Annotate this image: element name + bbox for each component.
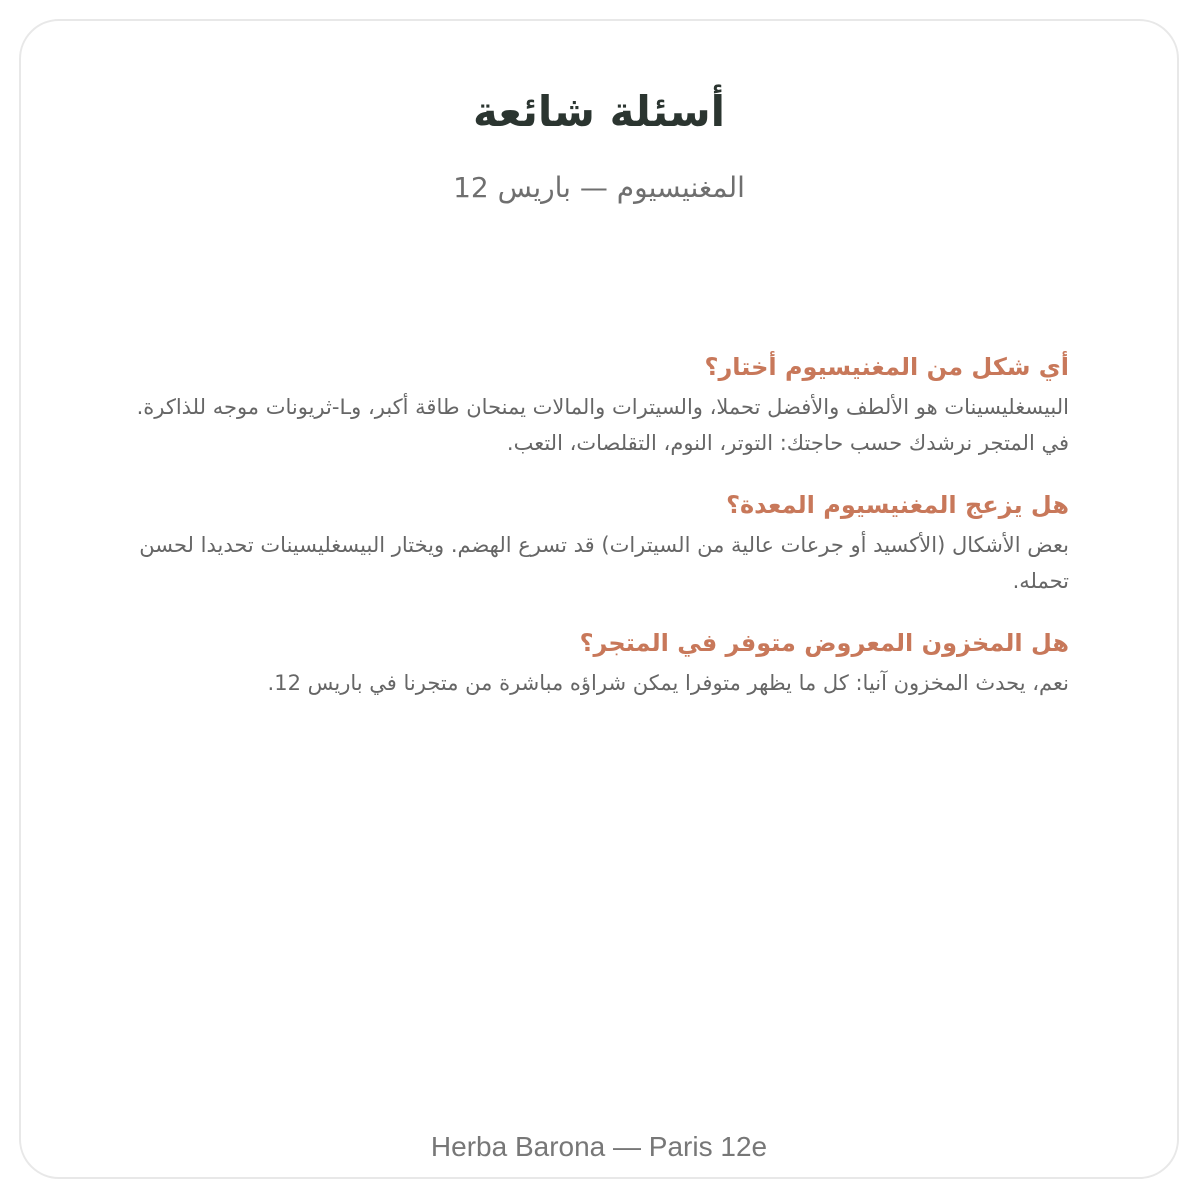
faq-answer: نعم، يحدث المخزون آنيا: كل ما يظهر متوفرا يمكن شراؤه مباشرة من متجرنا في باريس 12. [267, 671, 1069, 695]
faq-question: هل المخزون المعروض متوفر في المتجر؟ [579, 629, 1069, 657]
page-title: أسئلة شائعة [472, 87, 726, 136]
footer-brand: Herba Barona — Paris 12e [430, 1131, 768, 1162]
faq-question: أي شكل من المغنيسيوم أختار؟ [704, 353, 1069, 381]
faq-list [105, 349, 1069, 727]
faq-item [105, 487, 1069, 599]
faq-question: هل يزعج المغنيسيوم المعدة؟ [726, 491, 1069, 519]
faq-item [105, 625, 1069, 701]
faq-answer: بعض الأشكال (الأكسيد أو جرعات عالية من السيترات) قد تسرع الهضم. ويختار البيسغليسينات تحديدا لحسن تحمله. [139, 533, 1069, 593]
page-subtitle: المغنيسيوم — باريس 12 [453, 171, 745, 204]
faq-item [105, 349, 1069, 461]
faq-answer: البيسغليسينات هو الألطف والأفضل تحملا، والسيترات والمالات يمنحان طاقة أكبر، وL-ثريونات موجه للذاكرة. في المتجر نرشدك حسب حاجتك: التوتر، النوم، التقلصات، التعب. [136, 395, 1069, 455]
faq-card [19, 19, 1179, 1179]
